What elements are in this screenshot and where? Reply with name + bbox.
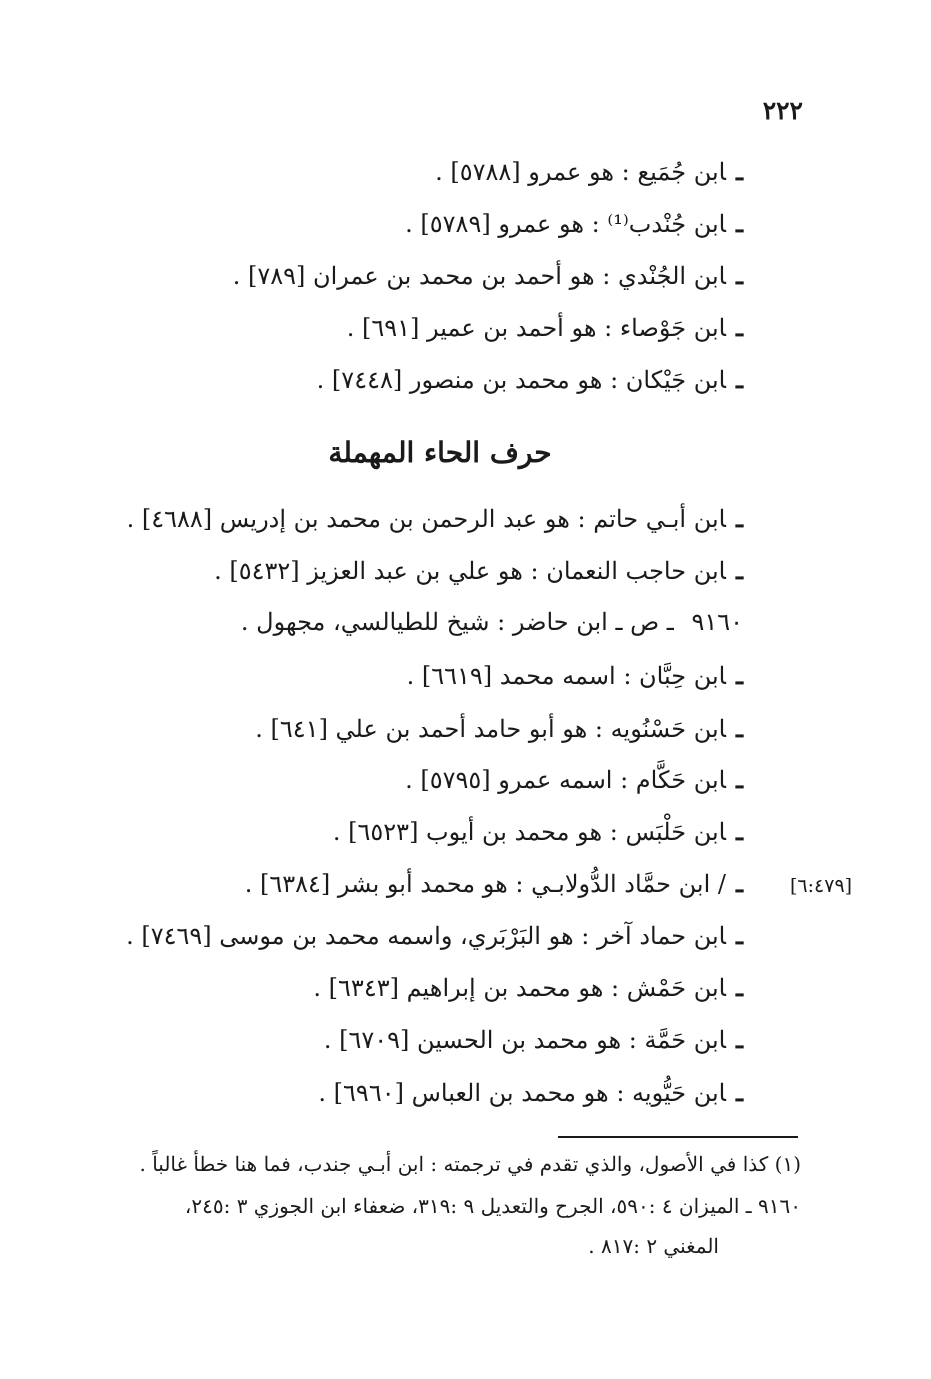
section-heading: حرف الحاء المهملة <box>328 436 552 469</box>
entry-text: ابن حماد آخر : هو البَرْبَري، واسمه محمد بن موسى [٧٤٦٩] . <box>126 922 726 950</box>
entry-text: ابن جَيْكان : هو محمد بن منصور [٧٤٤٨] . <box>316 366 726 394</box>
entry-text: ابن حَمَّة : هو محمد بن الحسين [٦٧٠٩] . <box>323 1026 726 1054</box>
list-item <box>405 764 743 796</box>
entry-text: ابن حَسْنُويه : هو أبو حامد أحمد بن علي [٦٤١] . <box>255 715 726 743</box>
entry-text: ٩١٦٠ ـ ص ـ ابن حاضر : شيخ للطيالسي، مجهول . <box>240 608 743 636</box>
list-item <box>405 208 743 240</box>
entry-dash: ـ <box>735 504 743 533</box>
entry-dash: ـ <box>735 817 743 846</box>
entry-text: ابن حاجب النعمان : هو علي بن عبد العزيز [٥٤٣٢] . <box>214 557 726 585</box>
list-item <box>214 555 743 587</box>
entry-text: ابن حَمْش : هو محمد بن إبراهيم [٦٣٤٣] . <box>313 974 726 1002</box>
list-item <box>318 1077 743 1109</box>
entry-text: ابن جَوْصاء : هو أحمد بن عمير [٦٩١] . <box>346 314 726 342</box>
list-item <box>241 606 743 638</box>
margin-reference: [٦:٤٧٩] <box>790 875 853 897</box>
entry-dash: ـ <box>735 714 743 743</box>
page-number: ٢٢٢ <box>762 96 803 125</box>
entry-dash: ـ <box>735 921 743 950</box>
footnote: (١) كذا في الأصول، والذي تقدم في ترجمته : ابن أبـي جندب، فما هنا خطأ غالباً . <box>139 1152 801 1176</box>
entry-dash: ـ <box>735 661 743 690</box>
entry-dash: ـ <box>735 869 743 898</box>
entry-text: ابن أبـي حاتم : هو عبد الرحمن بن محمد بن إدريس [٤٦٨٨] . <box>126 505 726 533</box>
entry-dash: ـ <box>735 1078 743 1107</box>
list-item <box>233 260 743 292</box>
list-item <box>313 972 743 1004</box>
list-item <box>347 312 743 344</box>
entry-dash: ـ <box>735 973 743 1002</box>
entry-text: ابن جُمَيع : هو عمرو [٥٧٨٨] . <box>435 158 726 186</box>
entry-dash: ـ <box>735 209 743 238</box>
entry-dash: ـ <box>735 313 743 342</box>
entry-dash: ـ <box>735 556 743 585</box>
footnote: المغني ٢ :٨١٧ . <box>588 1234 719 1258</box>
entry-dash: ـ <box>735 765 743 794</box>
footnote: ٩١٦٠ ـ الميزان ٤ :٥٩٠، الجرح والتعديل ٩ :٣١٩، ضعفاء ابن الجوزي ٣ :٢٤٥، <box>184 1194 801 1218</box>
entry-dash: ـ <box>735 261 743 290</box>
list-item <box>255 713 743 745</box>
list-item <box>245 868 743 900</box>
list-item <box>317 364 743 396</box>
entry-dash: ـ <box>735 157 743 186</box>
entry-text: ابن حِبَّان : اسمه محمد [٦٦١٩] . <box>406 662 726 690</box>
entry-text: ابن الجُنْدي : هو أحمد بن محمد بن عمران [٧٨٩] . <box>232 262 726 290</box>
list-item <box>407 660 743 692</box>
entry-text: / ابن حمَّاد الدُّولابـي : هو محمد أبو بشر [٦٣٨٤] . <box>244 870 726 898</box>
list-item <box>435 156 743 188</box>
list-item <box>126 920 743 952</box>
entry-text: ابن حَيُّويه : هو محمد بن العباس [٦٩٦٠] . <box>318 1079 726 1107</box>
entry-text: ابن حَلْبَس : هو محمد بن أيوب [٦٥٢٣] . <box>332 818 726 846</box>
list-item <box>324 1024 743 1056</box>
entry-dash: ـ <box>735 1025 743 1054</box>
footnote-divider <box>558 1136 798 1138</box>
list-item <box>333 816 743 848</box>
entry-dash: ـ <box>735 365 743 394</box>
entry-text: ابن جُنْدب⁽¹⁾ : هو عمرو [٥٧٨٩] . <box>405 210 726 238</box>
list-item <box>127 503 743 535</box>
entry-text: ابن حَكَّام : اسمه عمرو [٥٧٩٥] . <box>405 766 726 794</box>
